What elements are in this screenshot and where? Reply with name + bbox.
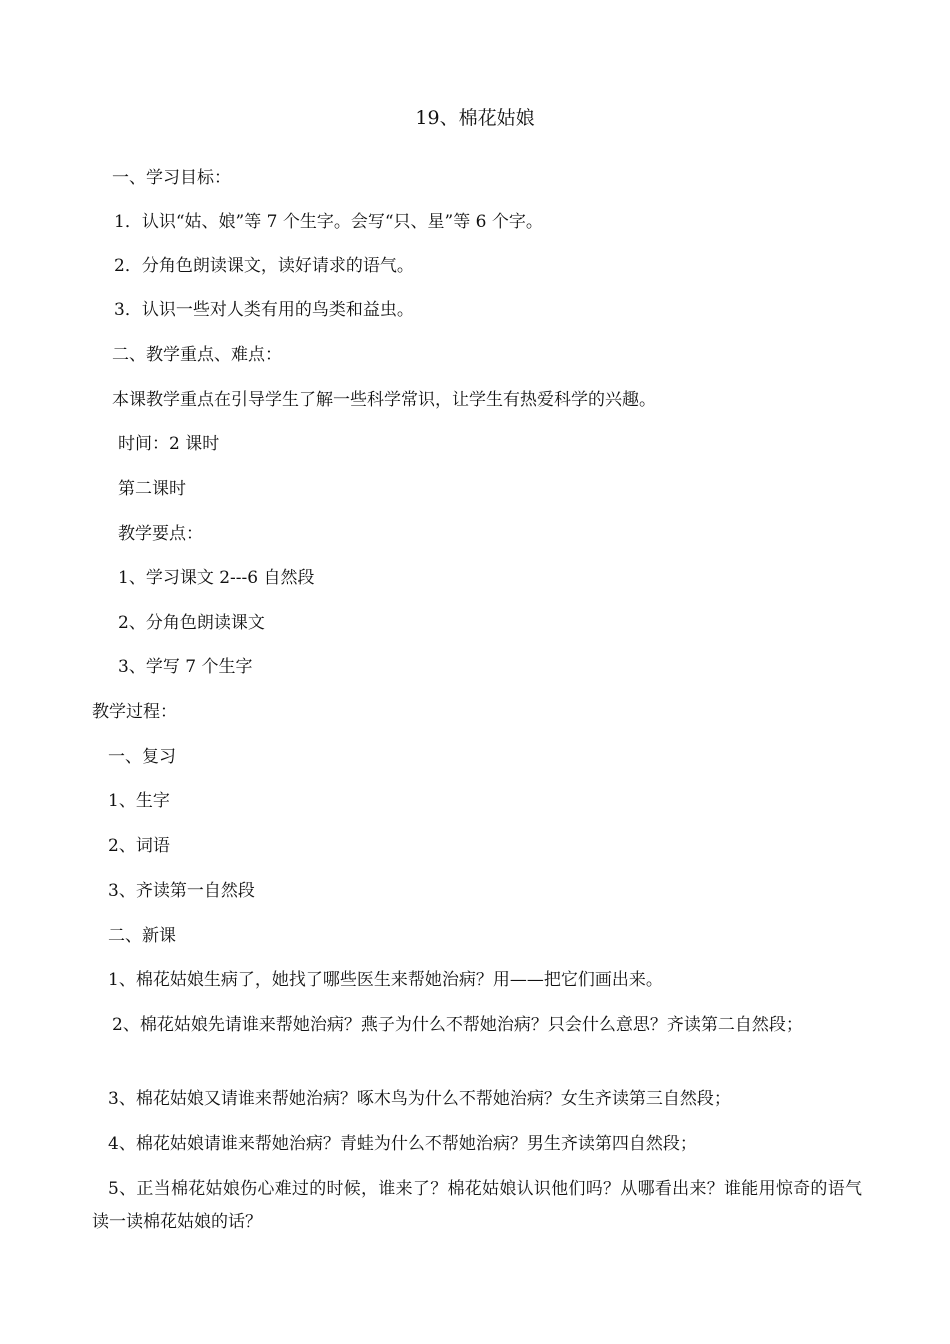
new-lesson-item: 1、棉花姑娘生病了，她找了哪些医生来帮她治病？用——把它们画出来。	[108, 970, 663, 990]
new-lesson-item: 5、正当棉花姑娘伤心难过的时候，谁来了？棉花姑娘认识他们吗？从哪看出来？谁能用惊奇的语气读一读棉花姑娘的话？	[92, 1179, 862, 1232]
key-points-heading: 二、教学重点、难点：	[112, 345, 282, 365]
new-lesson-item: 2、棉花姑娘先请谁来帮她治病？燕子为什么不帮她治病？只会什么意思？齐读第二自然段；	[112, 1015, 803, 1035]
objective-item: 1．认识“姑、娘”等 7 个生字。会写“只、星”等 6 个字。	[114, 212, 543, 232]
new-lesson-item: 4、棉花姑娘请谁来帮她治病？青蛙为什么不帮她治病？男生齐读第四自然段；	[108, 1134, 697, 1154]
process-heading: 教学过程：	[92, 702, 177, 722]
lesson-time: 时间：2 课时	[118, 434, 220, 454]
objectives-heading: 一、学习目标：	[112, 168, 231, 188]
objective-item: 3．认识一些对人类有用的鸟类和益虫。	[114, 300, 414, 320]
document-title: 19、棉花姑娘	[415, 107, 535, 129]
teaching-point-item: 3、学写 7 个生字	[118, 657, 253, 677]
teaching-point-item: 2、分角色朗读课文	[118, 613, 265, 633]
review-item: 1、生字	[108, 791, 170, 811]
key-points-text: 本课教学重点在引导学生了解一些科学常识，让学生有热爱科学的兴趣。	[112, 390, 656, 410]
new-lesson-heading: 二、新课	[108, 926, 176, 946]
review-heading: 一、复习	[108, 747, 176, 767]
teaching-point-item: 1、学习课文 2---6 自然段	[118, 568, 315, 588]
new-lesson-item: 3、棉花姑娘又请谁来帮她治病？啄木鸟为什么不帮她治病？女生齐读第三自然段；	[108, 1089, 731, 1109]
teaching-points-heading: 教学要点：	[118, 524, 203, 544]
objective-item: 2．分角色朗读课文，读好请求的语气。	[114, 256, 414, 276]
lesson-label: 第二课时	[118, 479, 186, 499]
review-item: 2、词语	[108, 836, 170, 856]
review-item: 3、齐读第一自然段	[108, 881, 255, 901]
